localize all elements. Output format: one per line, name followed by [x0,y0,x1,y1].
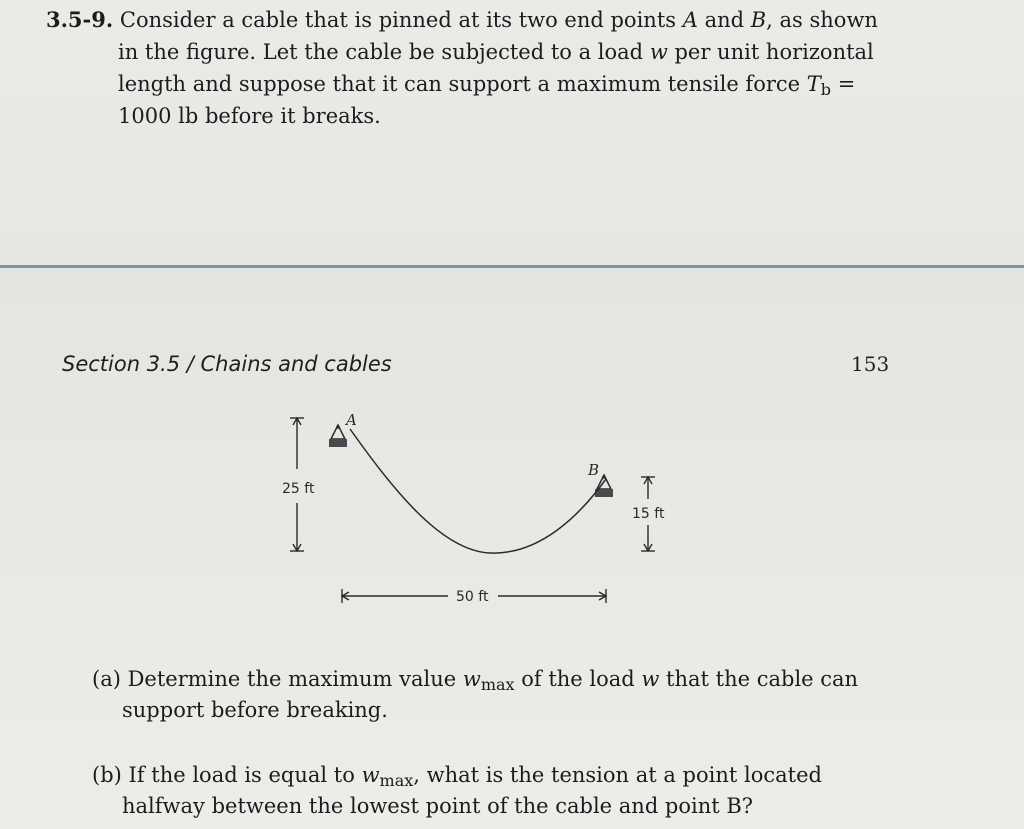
part-a-line-1: (a) Determine the maximum value $w_{max}$ of the load w that the cable can [92,667,859,694]
cable-diagram [270,405,690,615]
cable-figure [270,405,690,615]
point-a-label: A [346,411,357,429]
problem-number: 3.5-9. [46,7,114,32]
part-b [92,760,912,822]
problem-line-3: length and suppose that it can support a maximum tensile force $T_b$ = [118,72,856,99]
problem-line-4: 1000 lb before it breaks. [118,104,381,128]
right-height-label: 15 ft [632,506,665,522]
part-a [92,664,912,726]
problem-line-2: in the figure. Let the cable be subjected to a load w per unit horizontal [118,40,874,64]
section-title: Section 3.5 / Chains and cables [62,352,392,376]
cable-curve [350,429,606,553]
page-divider [0,265,1024,268]
problem-line-1: 3.5-9. Consider a cable that is pinned at its two end points A and B, as shown [46,7,878,32]
point-b-label: B [588,461,600,479]
problem-statement [46,4,896,132]
part-b-label: (b) [92,763,122,787]
part-a-label: (a) [92,667,121,691]
page-number: 153 [851,352,890,376]
part-b-line-2: halfway between the lowest point of the cable and point B? [122,794,754,818]
left-height-label: 25 ft [282,481,315,497]
support-a-icon [329,425,347,447]
part-b-line-1: (b) If the load is equal to $w_{max}$, what is the tension at a point located [92,763,822,790]
span-label: 50 ft [456,589,489,605]
part-a-line-2: support before breaking. [122,698,388,722]
